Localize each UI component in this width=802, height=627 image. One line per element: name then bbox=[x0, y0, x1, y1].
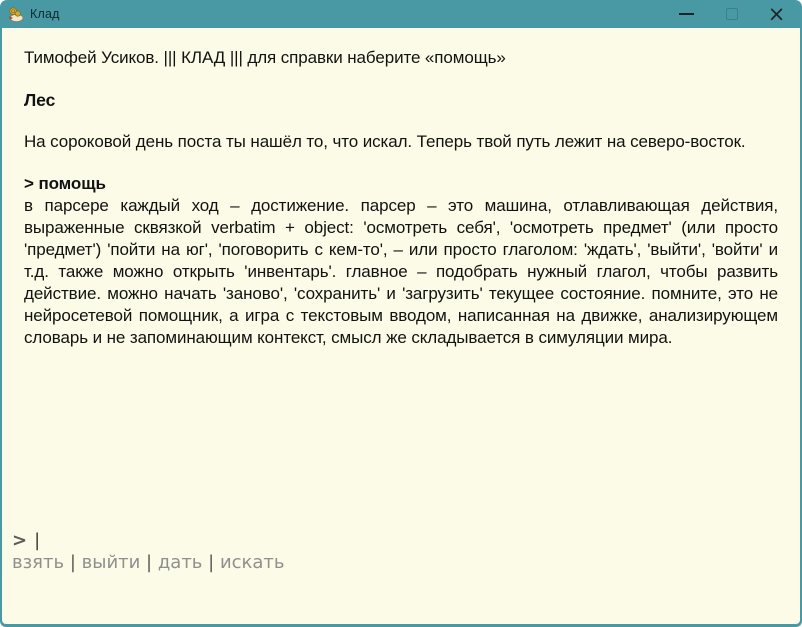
suggestion-дать[interactable]: дать bbox=[157, 552, 203, 573]
suggestion-separator: | bbox=[202, 552, 220, 573]
transcript-spacer bbox=[24, 349, 778, 530]
suggestion-взять[interactable]: взять bbox=[12, 552, 65, 573]
command-echo: > помощь bbox=[24, 174, 106, 193]
prompt-symbol: > bbox=[12, 530, 28, 551]
game-banner: Тимофей Усиков. ||| КЛАД ||| для справки наберите «помощь» bbox=[24, 48, 506, 67]
titlebar[interactable] bbox=[0, 0, 802, 28]
command-suggestions bbox=[12, 552, 778, 574]
close-icon: × bbox=[767, 1, 786, 26]
close-button[interactable] bbox=[761, 0, 792, 28]
transcript bbox=[24, 47, 778, 349]
prompt-area bbox=[12, 530, 778, 624]
location-description: На сороковой день поста ты нашёл то, что искал. Теперь твой путь лежит на северо-восток. bbox=[24, 132, 746, 151]
suggestion-выйти[interactable]: выйти bbox=[81, 552, 141, 573]
help-text: в парсере каждый ход – достижение. парсер – это машина, отлавливающая действия, выраженные сквязкой verbatim + object: 'осмотреть себя', 'осмотреть предмет' (или просто 'предмет') 'пойти на юг', 'поговорить с кем-то', – или просто глаголом: 'ждать', 'выйти', 'войти' и т.д. также можно открыть 'инвентарь'. главное – подобрать нужный глагол, чтобы развить действие. можно начать 'заново', 'сохранить' и 'загрузить' текущее состояние. помните, это не нейросетевой помощник, а игра с текстовым вводом, написанная на движке, анализирующем словарь и не запоминающим контекст, смысл же складывается в симуляции мира. bbox=[24, 196, 778, 347]
maximize-icon bbox=[726, 8, 738, 20]
location-heading: Лес bbox=[24, 90, 56, 110]
text-cursor: | bbox=[34, 530, 41, 551]
command-input-line[interactable] bbox=[12, 530, 778, 551]
suggestion-separator: | bbox=[64, 552, 82, 573]
game-content bbox=[2, 28, 800, 624]
minimize-button[interactable] bbox=[671, 0, 702, 28]
window-controls bbox=[657, 0, 792, 28]
suggestion-искать[interactable]: искать bbox=[219, 552, 285, 573]
minimize-icon bbox=[679, 13, 694, 15]
maximize-button[interactable] bbox=[716, 0, 747, 28]
suggestion-separator: | bbox=[140, 552, 158, 573]
treasure-icon bbox=[7, 6, 24, 23]
window-title: Клад bbox=[30, 7, 60, 21]
